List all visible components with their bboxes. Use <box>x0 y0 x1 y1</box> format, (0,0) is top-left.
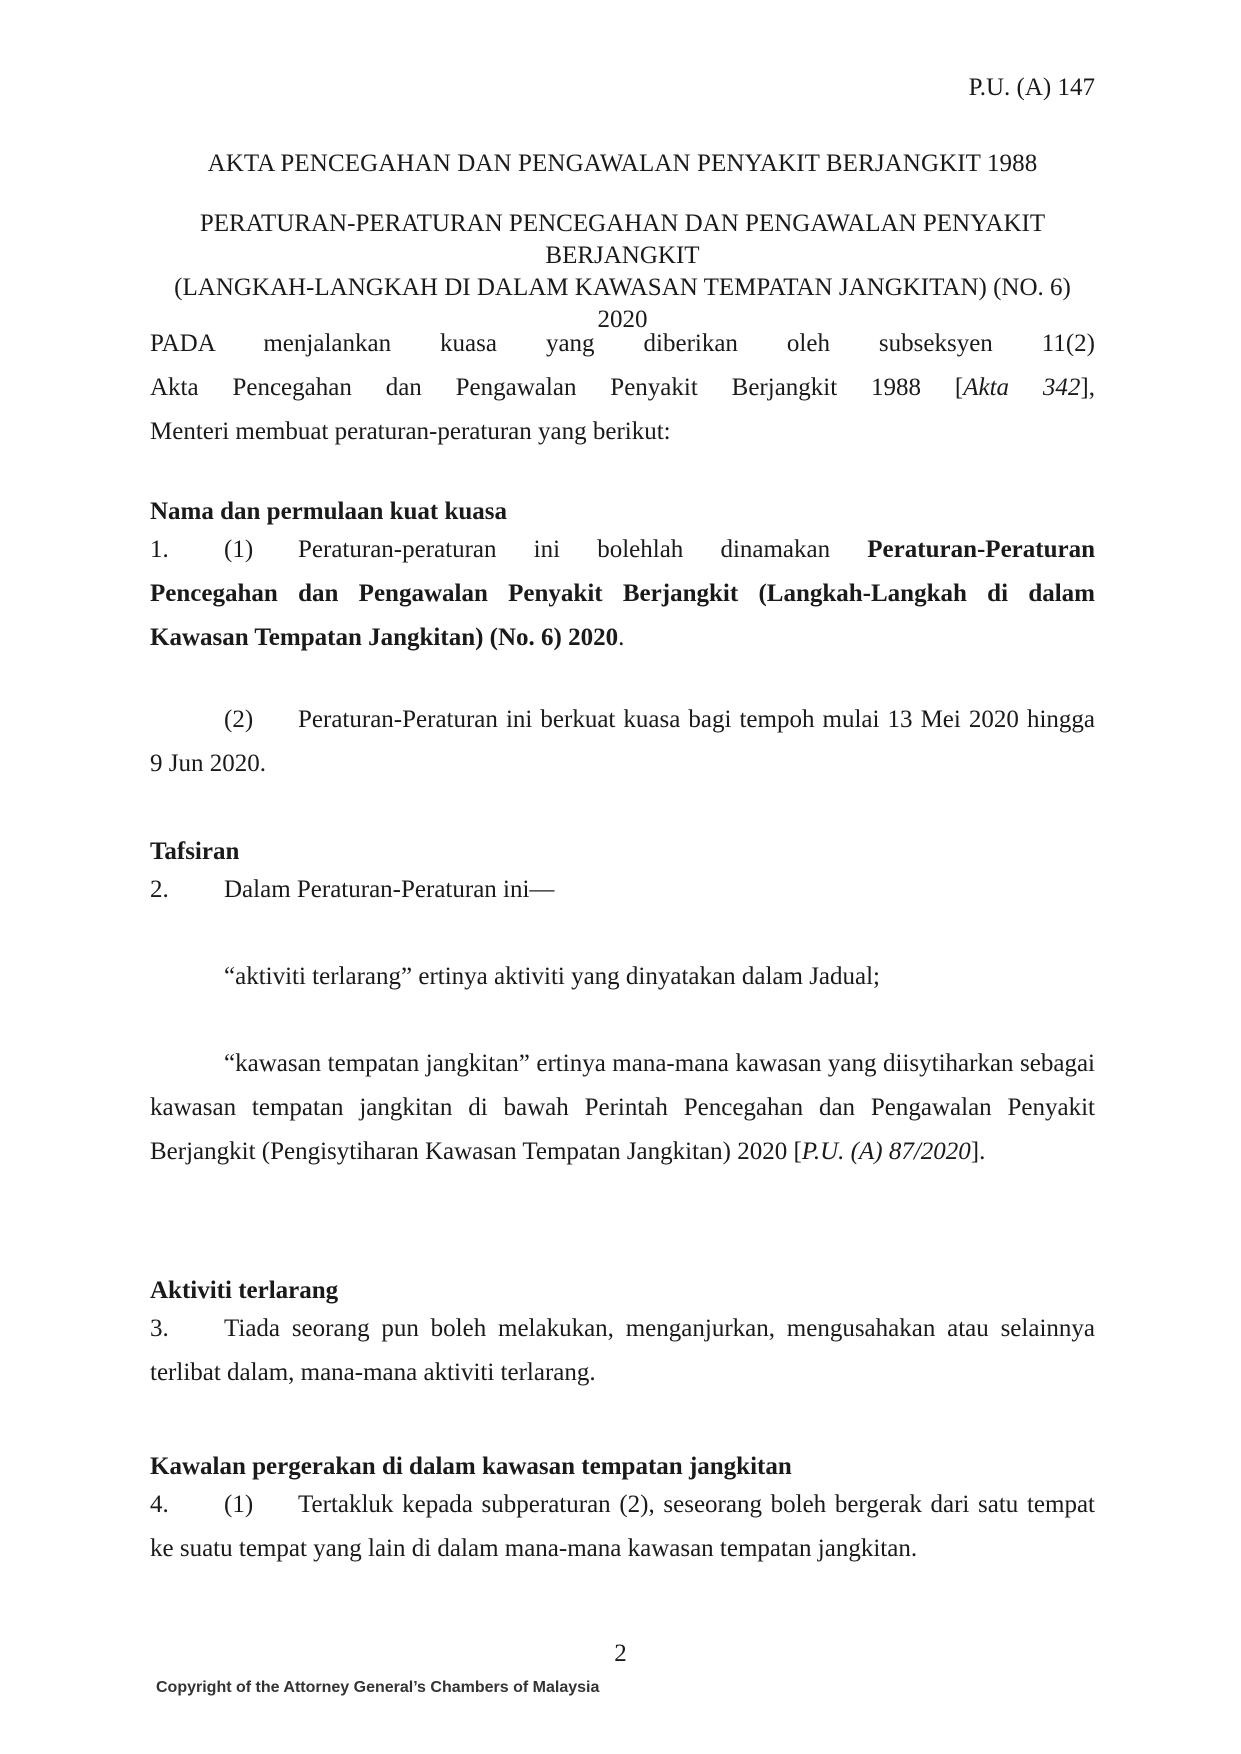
section1-sub2 <box>150 698 1095 786</box>
preamble-line2 <box>150 366 1095 410</box>
act-number: Akta 342 <box>963 374 1081 401</box>
section2-intro-text: Dalam Peraturan-Peraturan ini— <box>224 876 555 903</box>
section4-heading: Kawalan pergerakan di dalam kawasan tempatan jangkitan <box>150 1453 792 1480</box>
act-title: AKTA PENCEGAHAN DAN PENGAWALAN PENYAKIT BERJANGKIT 1988 <box>207 150 1038 177</box>
section4-sub1 <box>150 1483 1095 1571</box>
definition-aktiviti-terlarang <box>150 955 1095 999</box>
section4-sub1-text: Tertakluk kepada subperaturan (2), seseorang boleh bergerak dari satu tempat ke suatu tempat yang lain di dalam mana-mana kawasan tempatan jangkitan. <box>150 1491 1095 1562</box>
regulation-title-line1: PERATURAN-PERATURAN PENCEGAHAN DAN PENGAWALAN PENYAKIT BERJANGKIT <box>199 210 1046 269</box>
definition-2-end: ]. <box>970 1138 986 1165</box>
section3-number: 3. <box>150 1315 169 1342</box>
section4-sub1-label: (1) <box>224 1491 254 1518</box>
definition-2-text: “kawasan tempatan jangkitan” ertinya mana-mana kawasan yang diisytiharkan sebagai kawasan tempatan jangkitan di bawah Perintah Pencegahan dan Pengawalan Penyakit Berjangkit (Pengisytiharan Kawasan Tempatan Jangkitan) 2020 [ <box>150 1050 1095 1165</box>
section3-text-block <box>150 1307 1095 1395</box>
pu-a-citation: P.U. (A) 87/2020 <box>801 1138 971 1165</box>
preamble-line1: PADA menjalankan kuasa yang diberikan oleh subseksyen 11(2) <box>150 330 1095 357</box>
section1-sub2-label: (2) <box>224 706 254 733</box>
copyright-notice: Copyright of the Attorney General’s Chambers of Malaysia <box>156 1679 600 1696</box>
section1-sub1-end: . <box>618 624 625 651</box>
pu-reference: P.U. (A) 147 <box>968 74 1095 101</box>
section1-number: 1. <box>150 536 169 563</box>
section3-heading: Aktiviti terlarang <box>150 1277 339 1304</box>
preamble-line2-end: ], <box>1080 374 1095 401</box>
section3-text: Tiada seorang pun boleh melakukan, menganjurkan, mengusahakan atau selainnya terlibat dalam, mana-mana aktiviti terlarang. <box>150 1315 1095 1386</box>
definition-1-text: “aktiviti terlarang” ertinya aktiviti yang dinyatakan dalam Jadual; <box>224 963 881 990</box>
section4-number: 4. <box>150 1491 169 1518</box>
regulation-citation-name: Peraturan-Peraturan Pencegahan dan Pengawalan Penyakit Berjangkit (Langkah-Langkah di dalam Kawasan Tempatan Jangkitan) (No. 6) 2020 <box>150 536 1095 651</box>
preamble <box>150 322 1095 454</box>
section2-heading: Tafsiran <box>150 838 240 865</box>
section1-sub1-label: (1) <box>224 536 254 563</box>
section2-number: 2. <box>150 876 169 903</box>
page-number: 2 <box>614 1640 627 1667</box>
section1-sub1 <box>150 528 1095 660</box>
section2-intro <box>150 868 1095 912</box>
preamble-line2-text: Akta Pencegahan dan Pengawalan Penyakit Berjangkit 1988 [ <box>150 374 964 401</box>
section1-sub2-text: Peraturan-Peraturan ini berkuat kuasa bagi tempoh mulai 13 Mei 2020 hingga 9 Jun 2020. <box>150 706 1095 777</box>
regulation-title-line2: (LANGKAH-LANGKAH DI DALAM KAWASAN TEMPATAN JANGKITAN) (NO. 6) 2020 <box>174 274 1071 333</box>
section1-sub1-text: Peraturan-peraturan ini bolehlah dinamakan <box>298 536 868 563</box>
section1-heading: Nama dan permulaan kuat kuasa <box>150 498 508 525</box>
definition-kawasan-tempatan-jangkitan <box>150 1042 1095 1174</box>
regulation-title <box>150 208 1095 336</box>
preamble-line3: Menteri membuat peraturan-peraturan yang berikut: <box>150 418 671 445</box>
